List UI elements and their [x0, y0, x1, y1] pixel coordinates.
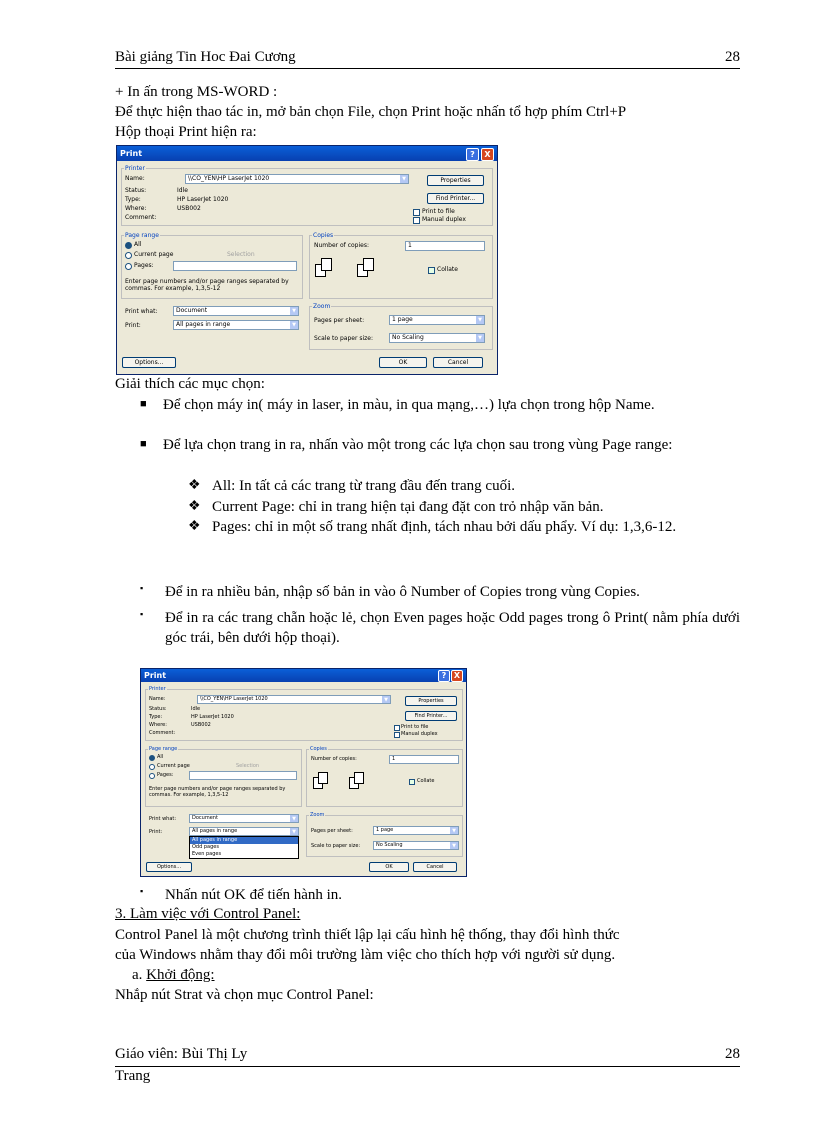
dialog-titlebar: Print: [117, 146, 497, 161]
collate-page-icon: [318, 772, 328, 784]
dropdown-option-odd[interactable]: Odd pages: [192, 844, 219, 850]
manual-duplex-checkbox[interactable]: [394, 732, 400, 738]
printer-name-value: \\CO_YEN\HP LaserJet 1020: [188, 175, 270, 182]
section3-para-2: của Windows nhằm thay đổi môi trường làm việc cho thích hợp với người sử dụng.: [115, 947, 616, 963]
copies-value: 1: [392, 756, 396, 762]
ok-button[interactable]: OK: [379, 357, 427, 368]
type-label: Type:: [149, 714, 163, 720]
collate-page-icon: [363, 258, 374, 271]
chevron-down-icon: ▼: [290, 321, 298, 329]
cancel-button[interactable]: Cancel: [413, 862, 457, 872]
chevron-down-icon: ▼: [400, 175, 408, 183]
selection-label: Selection: [227, 251, 255, 258]
pages-per-sheet-label: Pages per sheet:: [314, 317, 365, 324]
print-value: All pages in range: [176, 321, 231, 328]
type-value: HP LaserJet 1020: [191, 714, 234, 720]
print-to-file-label: Print to file: [422, 208, 455, 215]
cancel-button[interactable]: Cancel: [433, 357, 483, 368]
copies-count-label: Number of copies:: [314, 242, 369, 249]
section3-para-3: Nhắp nút Strat và chọn mục Control Panel:: [115, 987, 374, 1003]
header-page-number: 28: [725, 49, 740, 65]
manual-duplex-label: Manual duplex: [422, 216, 466, 223]
subheading-prefix: a.: [132, 967, 147, 983]
square-bullet-icon: ■: [140, 398, 147, 410]
copies-label: Copies: [313, 232, 334, 239]
pages-label: Pages:: [157, 772, 174, 778]
printer-group-label: Printer: [125, 165, 145, 172]
chevron-down-icon: ▼: [476, 316, 484, 324]
type-label: Type:: [125, 196, 141, 203]
manual-duplex-checkbox[interactable]: [413, 217, 420, 224]
options-button[interactable]: Options...: [122, 357, 176, 368]
print-what-value: Document: [192, 815, 218, 821]
collate-label: Collate: [437, 266, 458, 273]
collate-page-icon: [321, 258, 332, 271]
options-button[interactable]: Options...: [146, 862, 192, 872]
print-what-value: Document: [176, 307, 208, 314]
name-label: Name:: [125, 175, 145, 182]
pages-radio[interactable]: [149, 773, 155, 779]
copies-input[interactable]: [405, 241, 485, 251]
chevron-down-icon: ▼: [290, 828, 298, 835]
current-page-radio[interactable]: [125, 252, 132, 259]
bullet-page-range: Để lựa chọn trang in ra, nhấn vào một trong các lựa chọn sau trong vùng Page range:: [163, 437, 673, 453]
copies-label: Copies: [310, 746, 327, 752]
square-bullet-icon: ■: [140, 438, 147, 450]
status-label: Status:: [125, 187, 147, 194]
manual-duplex-label: Manual duplex: [401, 731, 438, 737]
print-dialog-screenshot-2: [140, 668, 467, 877]
scale-value: No Scaling: [392, 334, 424, 341]
print-label: Print:: [125, 322, 141, 329]
pages-label: Pages:: [134, 262, 154, 269]
collate-label: Collate: [417, 778, 435, 784]
pages-per-sheet-value: 1 page: [392, 316, 413, 323]
ok-button[interactable]: OK: [369, 862, 409, 872]
status-value: Idle: [191, 706, 201, 712]
pages-input[interactable]: [189, 771, 297, 780]
printer-name-value: \\CO_YEN\HP LaserJet 1020: [200, 696, 268, 702]
print-select[interactable]: [173, 320, 299, 330]
print-to-file-checkbox[interactable]: [394, 725, 400, 731]
print-dialog-screenshot-1: [116, 145, 498, 375]
where-label: Where:: [149, 722, 167, 728]
where-value: USB002: [191, 722, 211, 728]
copies-input[interactable]: [389, 755, 459, 764]
print-what-label: Print what:: [149, 816, 177, 822]
current-page-label: Current page: [134, 251, 174, 258]
section3-subheading: [132, 967, 215, 984]
diamond-bullet-icon: ❖: [188, 499, 201, 514]
print-heading: + In ấn trong MS-WORD :: [115, 84, 278, 100]
chevron-down-icon: ▼: [450, 827, 458, 834]
footer-teacher: Giáo viên: Bùi Thị Ly: [115, 1046, 248, 1062]
all-radio[interactable]: [125, 242, 132, 249]
collate-page-icon: [354, 772, 364, 784]
comment-label: Comment:: [149, 730, 176, 736]
bullet-even-odd: Để in ra các trang chẵn hoặc lẻ, chọn Even pages hoặc Odd pages trong ô Print( nằm phía dưới góc trái, bên dưới hộp thoại).: [165, 610, 740, 646]
zoom-label: Zoom: [310, 812, 325, 818]
pages-input[interactable]: [173, 261, 297, 271]
copies-value: 1: [408, 242, 412, 249]
print-to-file-label: Print to file: [401, 724, 429, 730]
print-what-select[interactable]: [173, 306, 299, 316]
pages-hint: Enter page numbers and/or page ranges separated by commas. For example, 1,3,5-12: [125, 278, 289, 292]
print-intro-2: Hộp thoại Print hiện ra:: [115, 124, 257, 140]
print-dropdown-list: [189, 836, 299, 859]
dropdown-option-even[interactable]: Even pages: [192, 851, 222, 857]
printer-group-label: Printer: [149, 686, 166, 692]
type-value: HP LaserJet 1020: [177, 196, 229, 203]
close-icon[interactable]: X: [451, 670, 463, 682]
zoom-group: [306, 815, 463, 857]
find-printer-button[interactable]: Find Printer...: [405, 711, 457, 721]
status-value: Idle: [177, 187, 188, 194]
all-radio[interactable]: [149, 755, 155, 761]
current-page-radio[interactable]: [149, 764, 155, 770]
print-to-file-checkbox[interactable]: [413, 209, 420, 216]
diamond-bullet-icon: ❖: [188, 519, 201, 534]
printer-name-select[interactable]: [197, 695, 391, 704]
pages-per-sheet-select[interactable]: [373, 826, 459, 835]
close-icon[interactable]: X: [481, 148, 494, 161]
dropdown-option-all[interactable]: All pages in range: [190, 837, 298, 844]
scale-select[interactable]: [373, 841, 459, 850]
selection-label: Selection: [236, 763, 260, 769]
collate-checkbox[interactable]: [428, 267, 435, 274]
copies-count-label: Number of copies:: [311, 756, 357, 762]
explain-heading: Giải thích các mục chọn:: [115, 376, 265, 392]
printer-name-select[interactable]: [185, 174, 409, 184]
all-label: All: [157, 754, 164, 760]
chevron-down-icon: ▼: [476, 334, 484, 342]
print-what-select[interactable]: [189, 814, 299, 823]
scale-select[interactable]: [389, 333, 485, 343]
diamond-bullet-icon: ❖: [188, 478, 201, 493]
print-what-label: Print what:: [125, 308, 158, 315]
bullet-copies: Để in ra nhiều bản, nhập số bản in vào ô Number of Copies trong vùng Copies.: [165, 584, 640, 600]
subheading-text: Khởi động:: [146, 967, 215, 983]
chevron-down-icon: ▼: [450, 842, 458, 849]
sub-bullet-all: All: In tất cả các trang từ trang đầu đến trang cuối.: [212, 478, 516, 494]
small-bullet-icon: ▪: [140, 583, 144, 593]
dialog-titlebar: Print: [141, 669, 466, 682]
print-select[interactable]: [189, 827, 299, 836]
current-page-label: Current page: [157, 763, 190, 769]
scale-value: No Scaling: [376, 842, 403, 848]
zoom-label: Zoom: [313, 303, 331, 310]
pages-per-sheet-value: 1 page: [376, 827, 394, 833]
page-header: [115, 48, 740, 69]
zoom-group: [309, 306, 493, 350]
chevron-down-icon: ▼: [290, 815, 298, 822]
sub-bullet-pages: Pages: chỉ in một số trang nhất định, tách nhau bởi dấu phẩy. Ví dụ: 1,3,6-12.: [212, 519, 677, 535]
print-intro-1: Để thực hiện thao tác in, mở bản chọn File, chọn Print hoặc nhấn tổ hợp phím Ctrl+P: [115, 104, 627, 120]
status-label: Status:: [149, 706, 167, 712]
find-printer-button[interactable]: Find Printer...: [427, 193, 484, 204]
collate-checkbox[interactable]: [409, 779, 415, 785]
help-icon[interactable]: ?: [466, 148, 479, 161]
scale-label: Scale to paper size:: [314, 335, 373, 342]
small-bullet-icon: ▪: [140, 886, 144, 896]
properties-button[interactable]: Properties: [427, 175, 484, 186]
where-label: Where:: [125, 205, 147, 212]
properties-button[interactable]: Properties: [405, 696, 457, 706]
pages-per-sheet-label: Pages per sheet:: [311, 828, 353, 834]
all-label: All: [134, 241, 142, 248]
page-range-label: Page range: [125, 232, 159, 239]
section3-para-1: Control Panel là một chương trình thiết lập lại cấu hình hệ thống, thay đổi hình thức: [115, 927, 620, 943]
footer-page-number: 28: [725, 1046, 740, 1062]
pages-radio[interactable]: [125, 263, 132, 270]
page-range-label: Page range: [149, 746, 178, 752]
page-footer: [115, 1046, 740, 1067]
print-value: All pages in range: [192, 828, 238, 834]
scale-label: Scale to paper size:: [311, 843, 361, 849]
footer-trang: Trang: [115, 1068, 151, 1084]
header-title: Bài giảng Tin Hoc Đai Cương: [115, 49, 296, 65]
print-label: Print:: [149, 829, 163, 835]
name-label: Name:: [149, 696, 166, 702]
bullet-ok: Nhấn nút OK để tiến hành in.: [165, 887, 343, 903]
section3-heading: 3. Làm việc với Control Panel:: [115, 906, 301, 922]
pages-per-sheet-select[interactable]: [389, 315, 485, 325]
small-bullet-icon: ▪: [140, 609, 144, 619]
help-icon[interactable]: ?: [438, 670, 450, 682]
chevron-down-icon: ▼: [382, 696, 390, 703]
sub-bullet-current: Current Page: chỉ in trang hiện tại đang đặt con trỏ nhập văn bản.: [212, 499, 604, 515]
comment-label: Comment:: [125, 214, 157, 221]
bullet-printer: Để chọn máy in( máy in laser, in màu, in qua mạng,…) lựa chọn trong hộp Name.: [163, 397, 655, 413]
pages-hint: Enter page numbers and/or page ranges separated by commas. For example, 1,3,5-12: [149, 786, 286, 798]
where-value: USB002: [177, 205, 201, 212]
chevron-down-icon: ▼: [290, 307, 298, 315]
